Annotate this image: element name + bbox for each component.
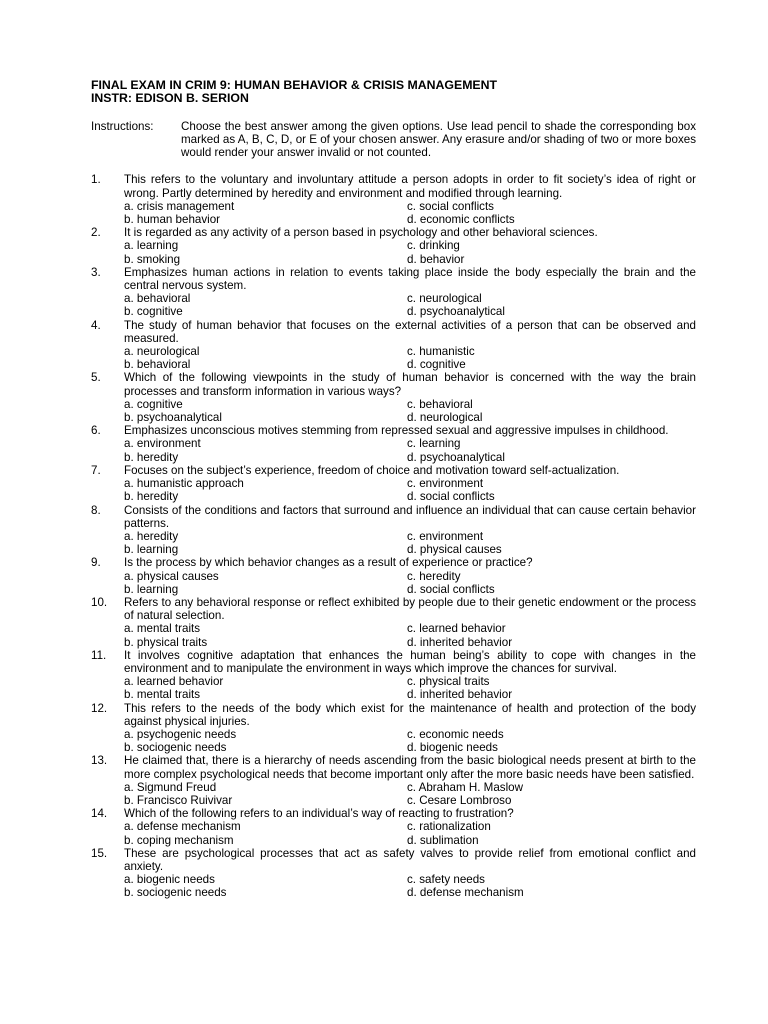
option-d: d. economic conflicts [407, 213, 515, 227]
option-b: b. physical traits [124, 635, 208, 649]
option-b: b. heredity [124, 490, 179, 504]
instructions-text: Choose the best answer among the given options. Use lead pencil to shade the corresponding box marked as A, B, C, D, or E of your chosen answer. Any erasure and/or shading of two or more boxes would render your answer invalid or not counted. [181, 119, 696, 160]
option-a: a. humanistic approach [124, 477, 244, 491]
option-d: d. psychoanalytical [407, 305, 505, 319]
option-b: b. heredity [124, 450, 179, 464]
question-list [91, 173, 696, 899]
option-b: b. sociogenic needs [124, 741, 227, 755]
instructions-label: Instructions: [91, 119, 154, 133]
option-d: d. social conflicts [407, 582, 495, 596]
question-number: 3. [91, 265, 101, 279]
question-text: Consists of the conditions and factors that surround and influence an individual that can cause certain behavior patterns. [124, 503, 696, 530]
question-number: 5. [91, 371, 101, 385]
option-c: c. physical traits [407, 675, 490, 689]
option-a: a. learning [124, 239, 179, 253]
option-c: c. humanistic [407, 345, 475, 359]
question-1 [91, 173, 696, 226]
question-text: These are psychological processes that act as safety valves to provide relief from emotional conflict and anxiety. [124, 846, 696, 873]
option-b: b. human behavior [124, 213, 221, 227]
option-b: b. psychoanalytical [124, 411, 222, 425]
question-number: 14. [91, 807, 108, 821]
option-c: c. environment [407, 477, 484, 491]
question-number: 11. [91, 648, 107, 662]
option-b: b. smoking [124, 252, 181, 266]
question-text: This refers to the voluntary and involuntary attitude a person adopts in order to fit society’s idea of right or wrong. Partly determined by heredity and environment and modified through learning. [124, 173, 696, 200]
question-11 [91, 649, 696, 702]
question-text: Emphasizes human actions in relation to events taking place inside the body especially the brain and the central nervous system. [124, 265, 696, 293]
option-a: a. physical causes [124, 569, 219, 583]
question-number: 6. [91, 424, 101, 438]
question-3 [91, 266, 696, 319]
question-number: 4. [91, 318, 101, 332]
question-number: 1. [91, 173, 101, 187]
question-6 [91, 424, 696, 464]
option-d: d. biogenic needs [407, 741, 498, 755]
question-text: Refers to any behavioral response or reflect exhibited by people due to their genetic endowment or the process of natural selection. [124, 595, 696, 623]
question-text: Which of the following refers to an individual’s way of reacting to frustration? [124, 807, 514, 821]
question-7 [91, 464, 696, 504]
option-c: c. Abraham H. Maslow [407, 780, 523, 794]
question-number: 13. [91, 754, 108, 768]
option-b: b. mental traits [124, 688, 201, 702]
option-d: d. psychoanalytical [407, 450, 505, 464]
option-d: c. Cesare Lombroso [407, 793, 512, 807]
option-c: c. learning [407, 437, 461, 451]
question-text: It involves cognitive adaptation that enhances the human being’s ability to cope with changes in the environment and to manipulate the environment in ways which improve the chances for survival. [124, 648, 696, 675]
question-15 [91, 847, 696, 900]
option-a: a. defense mechanism [124, 820, 241, 834]
option-b: b. Francisco Ruivivar [124, 793, 233, 807]
option-a: a. heredity [124, 529, 179, 543]
option-c: c. behavioral [407, 397, 473, 411]
option-c: c. rationalization [407, 820, 491, 834]
option-c: c. neurological [407, 292, 482, 306]
option-d: d. neurological [407, 411, 483, 425]
question-12 [91, 702, 696, 755]
option-d: d. inherited behavior [407, 635, 513, 649]
question-number: 7. [91, 463, 101, 477]
question-number: 9. [91, 556, 101, 570]
question-number: 8. [91, 503, 101, 517]
option-b: b. sociogenic needs [124, 886, 227, 900]
question-text: The study of human behavior that focuses on the external activities of a person that can be observed and measured. [124, 318, 696, 345]
question-text: Focuses on the subject’s experience, freedom of choice and motivation toward self-actualization. [124, 463, 620, 477]
option-d: d. inherited behavior [407, 688, 513, 702]
option-c: c. economic needs [407, 727, 504, 741]
question-text: It is regarded as any activity of a person based in psychology and other behavioral sciences. [124, 226, 598, 240]
exam-title: FINAL EXAM IN CRIM 9: HUMAN BEHAVIOR & CRISIS MANAGEMENT [91, 78, 498, 92]
question-number: 2. [91, 226, 101, 240]
instructions-block [91, 120, 696, 160]
option-c: c. safety needs [407, 873, 485, 887]
option-a: a. mental traits [124, 622, 201, 636]
question-10 [91, 596, 696, 649]
option-a: a. crisis management [124, 199, 235, 213]
option-a: a. biogenic needs [124, 873, 215, 887]
option-d: d. defense mechanism [407, 886, 524, 900]
option-b: b. cognitive [124, 305, 183, 319]
question-text: Is the process by which behavior changes as a result of experience or practice? [124, 556, 533, 570]
option-a: a. psychogenic needs [124, 727, 237, 741]
option-a: a. behavioral [124, 292, 191, 306]
option-d: d. sublimation [407, 833, 479, 847]
question-text: This refers to the needs of the body which exist for the maintenance of health and protection of the body against physical injuries. [124, 701, 696, 728]
question-5 [91, 371, 696, 424]
option-d: d. physical causes [407, 543, 502, 557]
question-4 [91, 319, 696, 372]
option-a: a. neurological [124, 345, 200, 359]
option-d: d. social conflicts [407, 490, 495, 504]
option-a: a. environment [124, 437, 201, 451]
question-number: 15. [91, 846, 108, 860]
question-number: 12. [91, 701, 108, 715]
option-c: c. environment [407, 529, 484, 543]
option-a: a. cognitive [124, 397, 183, 411]
option-a: a. learned behavior [124, 675, 224, 689]
option-b: b. coping mechanism [124, 833, 234, 847]
option-c: c. learned behavior [407, 622, 506, 636]
question-8 [91, 504, 696, 557]
question-text: Emphasizes unconscious motives stemming from repressed sexual and aggressive impulses in childhood. [124, 424, 669, 438]
question-13 [91, 754, 696, 807]
instructor-name: INSTR: EDISON B. SERION [91, 91, 249, 106]
question-text: Which of the following viewpoints in the study of human behavior is concerned with the way the brain processes and transform information in various ways? [124, 371, 696, 398]
option-a: a. Sigmund Freud [124, 780, 217, 794]
option-b: b. learning [124, 543, 179, 557]
question-14 [91, 807, 696, 847]
option-b: b. behavioral [124, 358, 191, 372]
option-c: c. heredity [407, 569, 461, 583]
question-text: He claimed that, there is a hierarchy of needs ascending from the basic biological needs present at birth to the more complex psychological needs that become important only after the more basic needs have been satisfied. [124, 754, 696, 781]
option-d: d. cognitive [407, 358, 466, 372]
question-9 [91, 556, 696, 596]
option-c: c. social conflicts [407, 199, 494, 213]
option-b: b. learning [124, 582, 179, 596]
option-c: c. drinking [407, 239, 460, 253]
question-2 [91, 226, 696, 266]
question-number: 10. [91, 595, 108, 609]
option-d: d. behavior [407, 252, 465, 266]
